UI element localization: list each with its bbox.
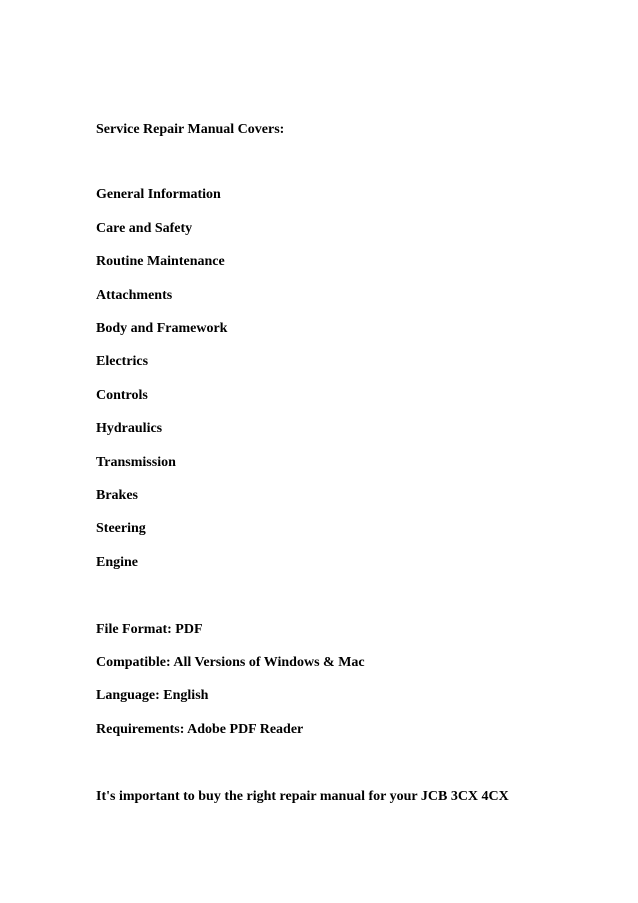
section-care-and-safety: Care and Safety [96, 221, 193, 236]
spec-requirements: Requirements: Adobe PDF Reader [96, 722, 304, 737]
section-body-and-framework: Body and Framework [96, 321, 228, 336]
section-brakes: Brakes [96, 488, 138, 503]
section-routine-maintenance: Routine Maintenance [96, 254, 225, 269]
spec-compatible: Compatible: All Versions of Windows & Mac [96, 655, 365, 670]
section-attachments: Attachments [96, 288, 173, 303]
section-engine: Engine [96, 555, 139, 570]
manual-covers-heading: Service Repair Manual Covers: [96, 122, 285, 137]
spec-language: Language: English [96, 688, 209, 703]
spec-file-format: File Format: PDF [96, 622, 203, 637]
section-transmission: Transmission [96, 455, 176, 470]
section-hydraulics: Hydraulics [96, 421, 163, 436]
section-electrics: Electrics [96, 354, 149, 369]
section-controls: Controls [96, 388, 148, 403]
section-general-information: General Information [96, 187, 221, 202]
section-steering: Steering [96, 521, 146, 536]
closing-paragraph: It's important to buy the right repair manual for your JCB 3CX 4CX [96, 789, 509, 804]
